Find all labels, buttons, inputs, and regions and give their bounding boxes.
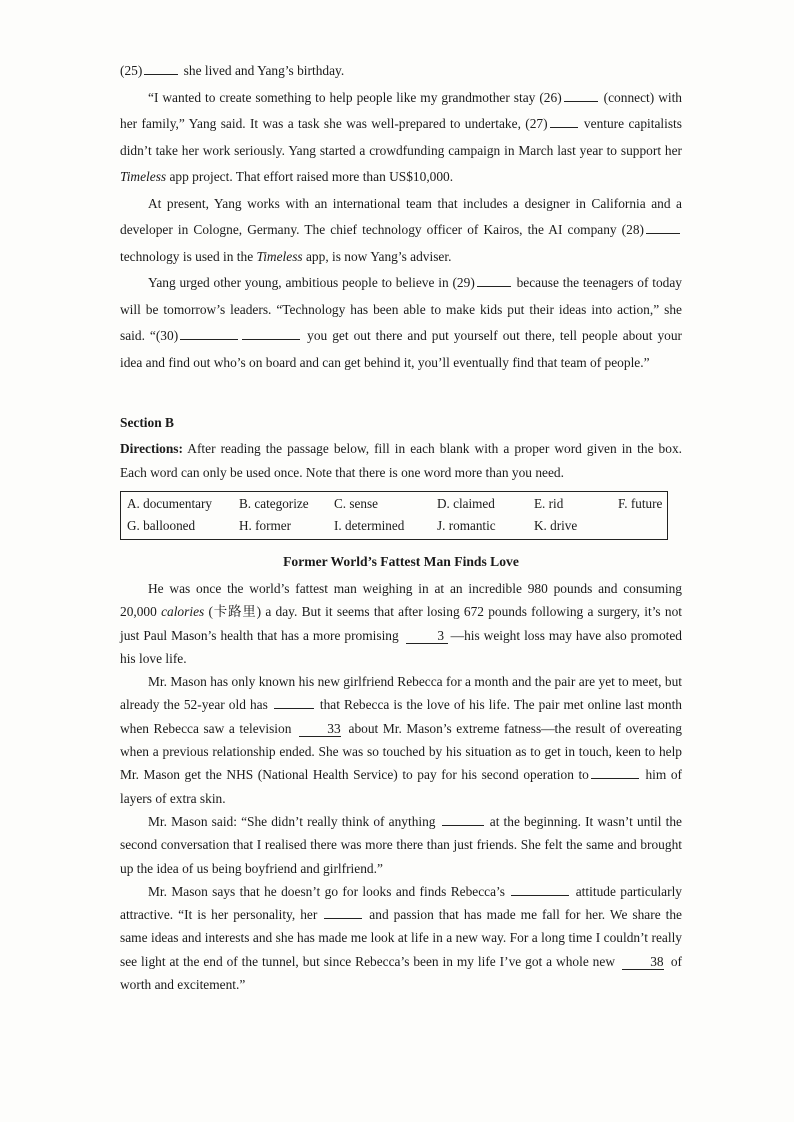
option-a: A. documentary xyxy=(127,495,212,511)
paragraph-29-30 xyxy=(120,270,682,376)
blank-32[interactable] xyxy=(274,696,314,709)
paragraph-text: and passion that has made me fall for her. We share the same ideas and interests and she has made me look at life in a new way. For a long time I couldn’t really see light at the end of the tunnel, but since Rebecca’s been in my life I’ve got a whole new xyxy=(120,907,682,969)
blank-38[interactable]: 38 xyxy=(622,955,664,970)
blank-34[interactable] xyxy=(591,766,639,779)
paragraph-26-27 xyxy=(120,85,682,191)
passage-title: Former World’s Fattest Man Finds Love xyxy=(283,553,519,569)
passage-paragraph-1 xyxy=(120,577,682,670)
option-h: H. former xyxy=(239,517,291,533)
blank-35[interactable] xyxy=(442,813,484,826)
paragraph-text: you get out there and put yourself out there, tell people about your idea and find out who’s on board and can get behind it, you’ll eventually find that team of people.” xyxy=(120,328,682,370)
paragraph-text: Mr. Mason says that he doesn’t go for looks and finds Rebecca’s xyxy=(148,883,510,899)
paragraph-text: that Rebecca is the love of his life. The pair met online last month when Rebecca saw a television xyxy=(120,697,682,736)
paragraph-text: Mr. Mason said: “She didn’t really think of anything xyxy=(148,813,440,829)
paragraph-text: because the teenagers of today will be tomorrow’s leaders. “Technology has been able to make kids put their ideas into action,” she said. “(30) xyxy=(120,275,682,343)
passage-paragraph-3 xyxy=(120,810,682,880)
option-i: I. determined xyxy=(334,517,405,533)
chinese-gloss: (卡路里) xyxy=(204,604,262,620)
paragraph-text: Mr. Mason has only known his new girlfriend Rebecca for a month and the pair are yet to meet, but already the 52-year old has xyxy=(120,674,682,713)
paragraph-28 xyxy=(120,191,682,271)
paragraph-text: At present, Yang works with an international team that includes a designer in California and a developer in Cologne, Germany. The chief technology officer of Kairos, the AI company (28) xyxy=(120,195,682,237)
paragraph-text: a day. But it seems that after losing 672 pounds following a surgery, it’s not just Paul Mason’s health that has a more promising xyxy=(120,604,682,643)
blank-26[interactable] xyxy=(564,89,598,102)
blank-37[interactable] xyxy=(324,906,362,919)
blank-36[interactable] xyxy=(511,883,569,896)
blank-29[interactable] xyxy=(477,274,511,287)
blank-27[interactable] xyxy=(550,115,578,128)
app-name: Timeless xyxy=(256,248,303,264)
option-d: D. claimed xyxy=(437,495,495,511)
paragraph-text: (connect) with her family,” Yang said. It was a task she was well-prepared to undertake, (27) xyxy=(120,89,682,131)
paragraph-text: —his weight loss may have also promoted his love life. xyxy=(120,627,683,666)
passage-paragraph-4 xyxy=(120,880,682,996)
question-number: (25) xyxy=(120,63,143,78)
option-e: E. rid xyxy=(534,495,564,511)
blank-33[interactable]: 33 xyxy=(299,722,341,737)
section-b-title: Section B xyxy=(120,415,174,430)
option-j: J. romantic xyxy=(437,517,496,533)
blank-28[interactable] xyxy=(646,221,680,234)
paragraph-text: app, is now Yang’s adviser. xyxy=(302,248,452,264)
paragraph-text: Yang urged other young, ambitious people to believe in (29) xyxy=(148,275,475,290)
word-bank-box xyxy=(120,491,668,540)
directions xyxy=(120,437,682,485)
app-name: Timeless xyxy=(120,169,167,184)
blank-30a[interactable] xyxy=(180,327,238,340)
option-f: F. future xyxy=(618,495,663,511)
blank-30b[interactable] xyxy=(242,327,300,340)
calories-word: calories xyxy=(161,604,205,620)
paragraph-text: He was once the world’s fattest man weighing in at an incredible 980 pounds and consuming 20,000 xyxy=(120,581,682,620)
paragraph-text: she lived and Yang’s birthday. xyxy=(180,63,345,78)
blank-25[interactable] xyxy=(144,62,178,75)
passage-paragraph-2 xyxy=(120,670,682,810)
paragraph-text: at the beginning. It wasn’t until the second conversation that I realised there was more there than just friends. She felt the same and brought up the idea of us being boyfriend and girlfriend.” xyxy=(120,813,682,876)
blank-31[interactable]: 3 xyxy=(406,629,448,644)
option-k: K. drive xyxy=(534,517,578,533)
paragraph-25 xyxy=(120,58,682,85)
paragraph-text: technology is used in the xyxy=(120,248,257,264)
paragraph-text: venture capitalists didn’t take her work seriously. Yang started a crowdfunding campaign in March last year to support her xyxy=(120,116,682,158)
exam-page xyxy=(120,58,682,996)
paragraph-text: him of layers of extra skin. xyxy=(120,767,682,806)
option-g: G. ballooned xyxy=(127,517,196,533)
paragraph-text: of worth and excitement.” xyxy=(120,953,682,993)
paragraph-text: “I wanted to create something to help people like my grandmother stay (26) xyxy=(148,89,562,105)
paragraph-text: app project. That effort raised more than US$10,000. xyxy=(166,169,454,184)
option-b: B. categorize xyxy=(239,495,309,511)
option-c: C. sense xyxy=(334,495,378,511)
paragraph-text: attitude particularly attractive. “It is her personality, her xyxy=(120,883,682,923)
paragraph-text: about Mr. Mason’s extreme fatness—the result of overeating when a previous relationship ended. She was so touched by his situation as to get in touch, keen to help Mr. Mason get the NHS (National Health Service) to pay for his second operation to xyxy=(120,720,682,783)
directions-text: After reading the passage below, fill in each blank with a proper word given in the box. Each word can only be used once. Note that there is one word more than you need. xyxy=(120,440,682,480)
directions-label: Directions: xyxy=(120,440,183,456)
